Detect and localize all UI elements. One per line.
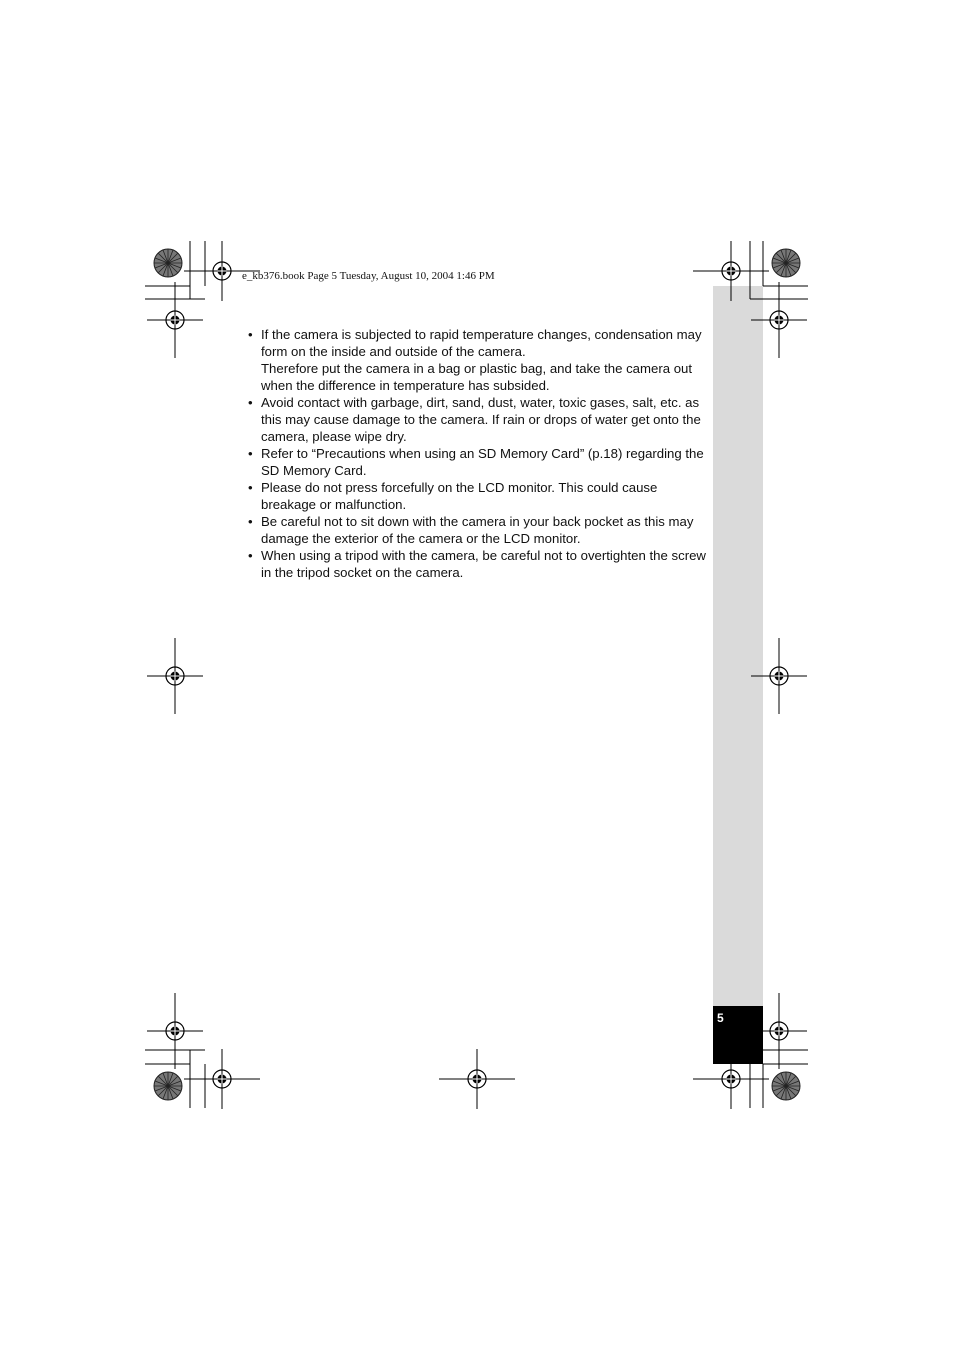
- bullet-marker: •: [248, 395, 253, 410]
- bullet-marker: •: [248, 548, 253, 563]
- list-item-text: Please do not press forcefully on the LCD monitor. This could cause breakage or malfunction.: [261, 480, 658, 512]
- registration-mark-icon: [147, 993, 203, 1069]
- registration-mark-icon: [184, 241, 260, 301]
- list-item-text: When using a tripod with the camera, be careful not to overtighten the screw in the tripod socket on the camera.: [261, 548, 706, 580]
- list-item-text: Be careful not to sit down with the camera in your back pocket as this may damage the exterior of the camera or the LCD monitor.: [261, 514, 694, 546]
- registration-mark-icon: [147, 282, 203, 358]
- color-target-star-icon: [154, 1072, 182, 1100]
- bullet-marker: •: [248, 327, 253, 342]
- registration-mark-icon: [147, 638, 203, 714]
- registration-mark-icon: [693, 1049, 769, 1109]
- bullet-marker: •: [248, 446, 253, 461]
- page-number: 5: [717, 1011, 724, 1025]
- bullet-marker: •: [248, 480, 253, 495]
- registration-mark-icon: [693, 241, 769, 301]
- color-target-star-icon: [154, 249, 182, 277]
- registration-mark-icon: [439, 1049, 515, 1109]
- bullet-marker: •: [248, 514, 253, 529]
- print-header: e_kb376.book Page 5 Tuesday, August 10, 2004 1:46 PM: [242, 270, 495, 282]
- registration-mark-icon: [751, 282, 807, 358]
- list-item-text: Avoid contact with garbage, dirt, sand, dust, water, toxic gases, salt, etc. as this may cause damage to the camera. If rain or drops of water get onto the camera, please wipe dry.: [261, 395, 701, 444]
- registration-mark-icon: [751, 638, 807, 714]
- list-item-text: Refer to “Precautions when using an SD Memory Card” (p.18) regarding the SD Memory Card.: [261, 446, 704, 478]
- registration-mark-icon: [751, 993, 807, 1069]
- list-item-text: Therefore put the camera in a bag or plastic bag, and take the camera out when the difference in temperature has subsided.: [261, 361, 693, 393]
- registration-mark-icon: [184, 1049, 260, 1109]
- color-target-star-icon: [772, 249, 800, 277]
- list-item-text: If the camera is subjected to rapid temperature changes, condensation may form on the inside and outside of the camera.: [261, 327, 702, 359]
- color-target-star-icon: [772, 1072, 800, 1100]
